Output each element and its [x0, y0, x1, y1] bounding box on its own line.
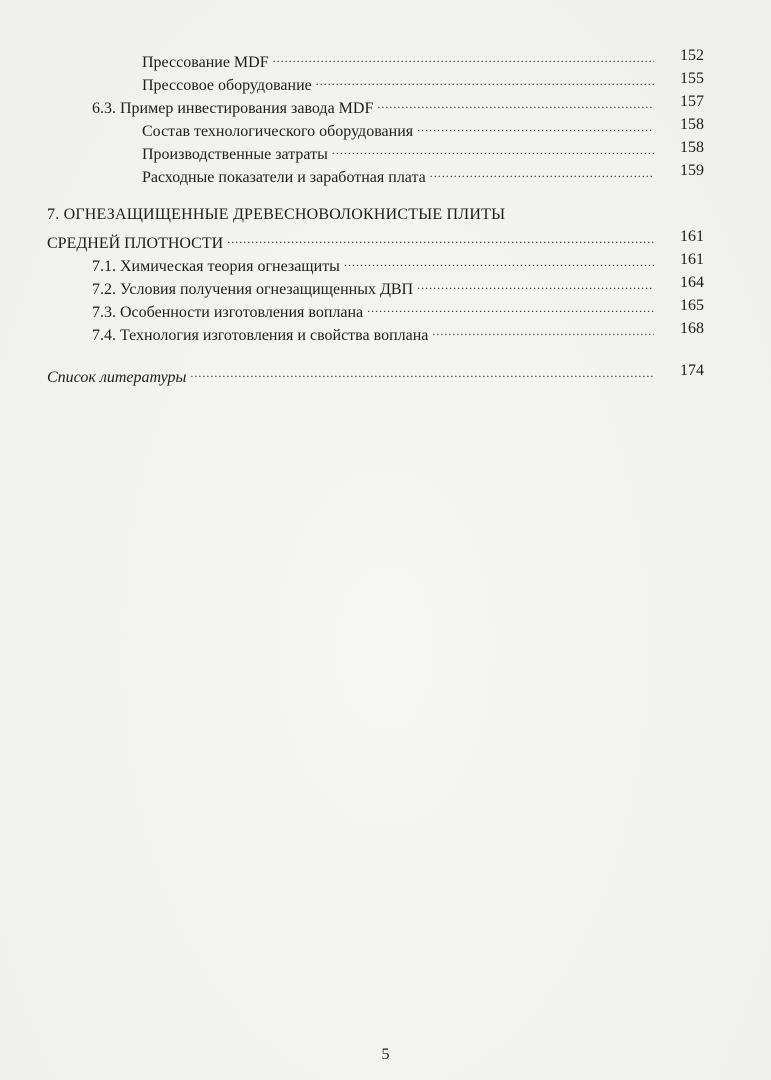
toc-entry-bibliography	[47, 360, 704, 386]
toc-entry-label: Состав технологического оборудования	[142, 123, 414, 140]
toc-leader-dots	[190, 360, 654, 382]
toc-entry	[142, 45, 704, 71]
toc-leader-dots	[367, 295, 654, 317]
toc-leader-dots	[316, 68, 654, 90]
chapter-7-title: 7. ОГНЕЗАЩИЩЕННЫЕ ДРЕВЕСНОВОЛОКНИСТЫЕ ПЛИТЫ	[47, 206, 506, 223]
toc-leader-dots	[227, 226, 654, 248]
toc-entry-label: 7.3. Особенности изготовления воплана	[92, 304, 364, 321]
toc-entry	[92, 272, 704, 298]
toc-entry-page: 165	[680, 297, 704, 314]
toc-entry	[142, 137, 704, 163]
toc-entry-label: Расходные показатели и заработная плата	[142, 169, 426, 186]
toc-entry-label: Список литературы	[47, 369, 187, 386]
toc-leader-dots	[417, 272, 654, 294]
toc-leader-dots	[430, 160, 654, 182]
toc-entry-page: 168	[680, 320, 704, 337]
toc-entry-page: 158	[680, 139, 704, 156]
toc-entry-page: 164	[680, 274, 704, 291]
toc-entry-label: 7.2. Условия получения огнезащищенных ДВП	[92, 281, 414, 298]
toc-entry-label: Производственные затраты	[142, 146, 328, 163]
toc-entry-label: Прессование MDF	[142, 54, 269, 71]
toc-entry	[142, 114, 704, 140]
toc-entry-label: СРЕДНЕЙ ПЛОТНОСТИ	[47, 235, 224, 252]
toc-leader-dots	[417, 114, 654, 136]
toc-entry-page: 161	[680, 251, 704, 268]
toc-leader-dots	[273, 45, 654, 67]
toc-entry-page: 152	[680, 47, 704, 64]
toc-entry-label: Прессовое оборудование	[142, 77, 312, 94]
toc-entry-label: 6.3. Пример инвестирования завода MDF	[92, 100, 374, 117]
toc-entry	[92, 318, 704, 344]
toc-leader-dots	[344, 249, 654, 271]
toc-entry-page: 158	[680, 116, 704, 133]
toc-entry	[92, 295, 704, 321]
toc-entry	[142, 68, 704, 94]
toc-entry-page: 161	[680, 228, 704, 245]
toc-entry-page: 157	[680, 93, 704, 110]
toc-leader-dots	[377, 91, 654, 113]
toc-entry	[92, 91, 704, 117]
toc-leader-dots	[432, 318, 654, 340]
toc-entry-label: 7.4. Технология изготовления и свойства воплана	[92, 327, 429, 344]
toc-leader-dots	[332, 137, 654, 159]
toc-entry-page: 174	[680, 362, 704, 379]
toc-entry	[92, 249, 704, 275]
toc-entry	[47, 226, 704, 252]
toc-entry-page: 159	[680, 162, 704, 179]
toc-entry	[142, 160, 704, 186]
toc-entry-label: 7.1. Химическая теория огнезащиты	[92, 258, 340, 275]
toc-entry-page: 155	[680, 70, 704, 87]
page-number: 5	[381, 1046, 390, 1063]
